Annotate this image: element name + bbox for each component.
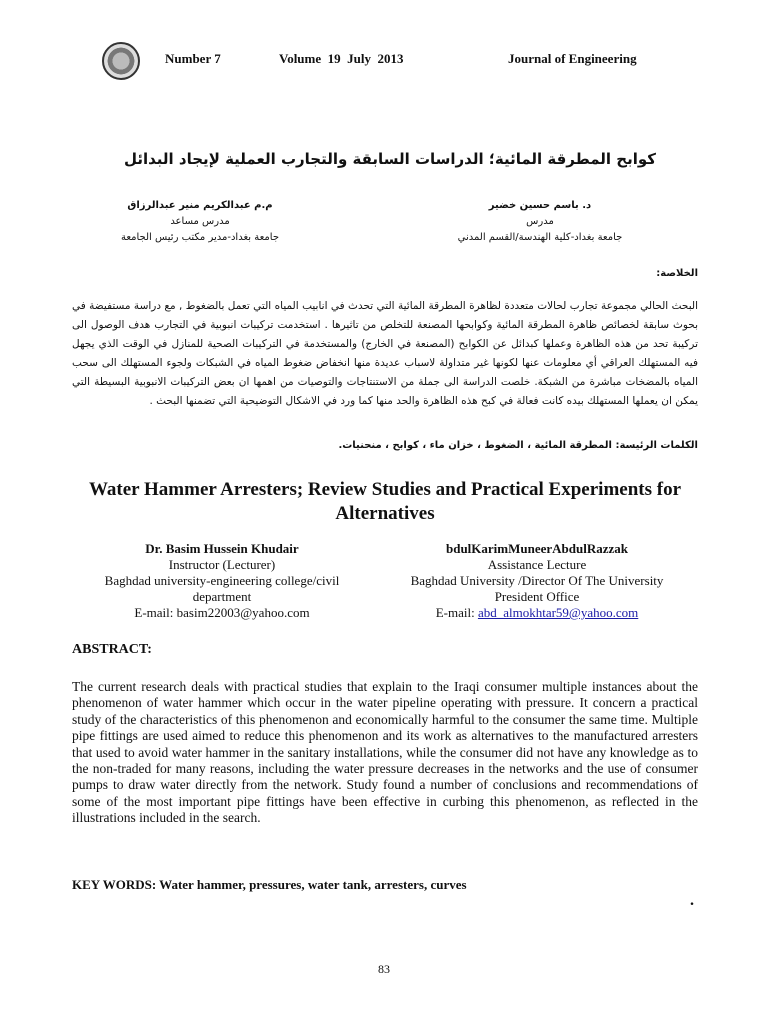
arabic-author-1-name: د. باسم حسين خضير <box>488 200 592 211</box>
abstract-body: The current research deals with practical studies that explain to the Iraqi consumer multiple instances about the phenomenon of water hammer which occur in the water pipeline operating with pressure. It concern a practical study of the characteristics of this phenomenon and economically harmful to the consumer the same time. Multiple pipe fittings are used aimed to reduce this phenomenon and its work as alternatives to the manufactured arresters that used to avoid water hammer in the sanitary installations, while the consumer did not have any knowledge as to the non-traded for many reasons, including the water pressure decreases in the networks and the use of consumer pumps to draw water directly from the network. Study found a number of conclusions and recommendations of some of the most important pipe fittings have been effective in curbing this phenomenon, as reflected in the illustrations included in the search. <box>72 679 698 826</box>
english-author-1-name: Dr. Basim Hussein Khudair <box>145 541 299 556</box>
english-author-2-affiliation-line1: Baghdad University /Director Of The University <box>410 573 664 588</box>
email-label: E-mail: <box>435 605 475 620</box>
volume-date: Volume 19 July 2013 <box>279 51 404 66</box>
page-number: 83 <box>378 962 390 976</box>
english-author-2-email-line <box>392 605 682 621</box>
arabic-title: كوابح المطرقة المائية؛ الدراسات السابقة والتجارب العملية لإيجاد البدائل <box>123 150 657 168</box>
journal-name: Journal of Engineering <box>508 51 637 66</box>
arabic-keywords: الكلمات الرئيسة: المطرقة المائية ، الضغوط ، خزان ماء ، كوابح ، منحنيات. <box>338 440 698 451</box>
english-author-2-role: Assistance Lecture <box>487 557 587 572</box>
arabic-author-2 <box>100 198 300 246</box>
english-author-1-email-line <box>72 605 372 621</box>
journal-seal-logo <box>102 42 140 80</box>
english-title: Water Hammer Arresters; Review Studies and Practical Experiments for Alternatives <box>88 479 682 524</box>
english-author-1-role: Instructor (Lecturer) <box>168 557 276 572</box>
keywords: KEY WORDS: Water hammer, pressures, water tank, arresters, curves <box>72 877 467 892</box>
email-label: E-mail: <box>134 605 174 620</box>
english-author-1-affiliation-line2: department <box>192 589 252 604</box>
english-author-2 <box>392 541 682 621</box>
english-author-1-affiliation-line1: Baghdad university-engineering college/civil <box>104 573 340 588</box>
arabic-author-1-role: مدرس <box>526 216 554 227</box>
arabic-author-2-name: م.م عبدالكريم منير عبدالرزاق <box>127 200 273 211</box>
english-author-1 <box>72 541 372 621</box>
arabic-author-2-affiliation: جامعة بغداد-مدير مكتب رئيس الجامعة <box>120 232 280 243</box>
arabic-abstract-heading: الخلاصة: <box>656 268 698 279</box>
trailing-dot: . <box>690 892 694 909</box>
english-author-1-email: basim22003@yahoo.com <box>176 605 310 620</box>
arabic-author-1-affiliation: جامعة بغداد-كلية الهندسة/القسم المدني <box>457 232 623 243</box>
abstract-heading: ABSTRACT: <box>72 642 152 657</box>
english-author-2-affiliation-line2: President Office <box>494 589 580 604</box>
arabic-abstract-body: البحث الحالي مجموعة تجارب لحالات متعددة لظاهرة المطرقة المائية التي تحدث في انابيب المياه التي تعمل بالضغوط , مع دراسة مستفيضة في بحوث سابقة لخصائص ظاهرة المطرقة المائية وكوابحها المصنعة للتخلص من تاثيرها . استخدمت تركيبات انبوبية في التجارب هدف الوصول الى تركيبة تحد من هذه الظاهرة وعملها كبدائل عن الكوابح (المصنعة في الخارج) والمستخدمة في التركيبات الصحية للمنازل في الوقت الذي يجهل فيه المستهلك العراقي أي معلومات عنها لكونها غير متداولة لاسباب عديدة منها انخفاض ضغوط المياه في الشبكات ولجوء المستهلك الى سحب المياه بالمضخات مباشرة من الشبكة. خلصت الدراسة الى جملة من الاستنتاجات والتوصيات من اهمها ان بعض التركيبات الانبوبية البسيطة التي يمكن ان يعملها المستهلك بيده كانت فعالة في كبح هذه الظاهرة والحد منها كما ورد في الاشكال التوضيحية التي تضمنها البحث . <box>72 300 698 407</box>
english-author-2-email-link[interactable]: abd_almokhtar59@yahoo.com <box>477 605 639 620</box>
arabic-author-2-role: مدرس مساعد <box>170 216 230 227</box>
issue-number: Number 7 <box>165 51 221 66</box>
english-author-2-name: bdulKarimMuneerAbdulRazzak <box>445 541 628 556</box>
arabic-author-1 <box>440 198 640 246</box>
